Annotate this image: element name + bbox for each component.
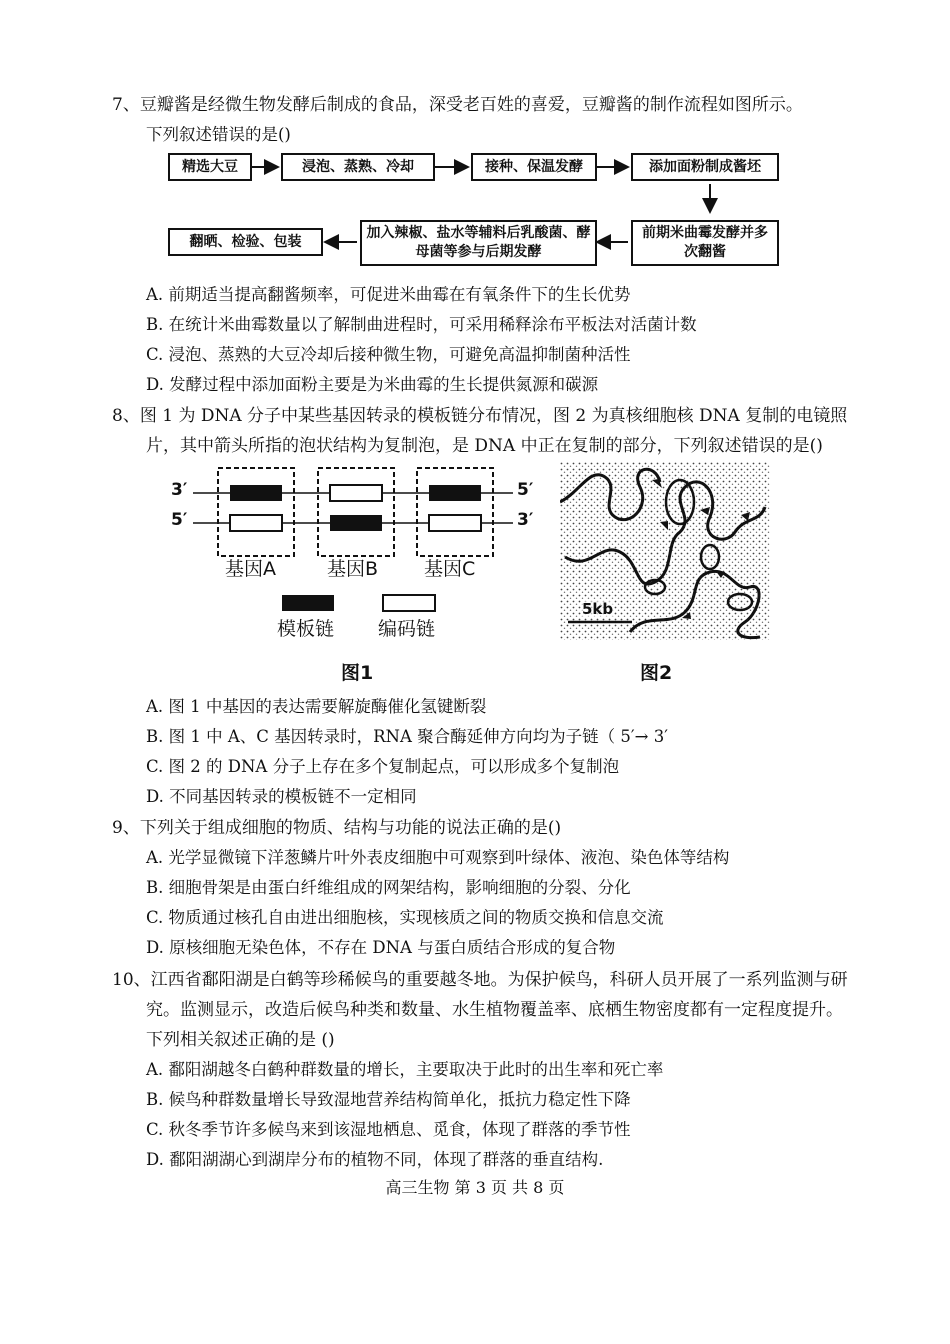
question-10 <box>112 965 852 1175</box>
flow-step-2: 浸泡、蒸熟、冷却 <box>281 153 435 181</box>
flow-step-6: 加入辣椒、盐水等辅料后乳酸菌、酵母菌等参与后期发酵 <box>360 220 597 266</box>
q7-option-d: D. 发酵过程中添加面粉主要是为米曲霉的生长提供氮源和碳源 <box>146 375 599 394</box>
q7-stem: 7、豆瓣酱是经微生物发酵后制成的食品，深受老百姓的喜爱，豆瓣酱的制作流程如图所示。 <box>112 95 803 115</box>
question-9 <box>112 813 852 963</box>
q7-flowchart <box>165 150 785 275</box>
q7-option-a: A. 前期适当提高翻酱频率，可促进米曲霉在有氧条件下的生长优势 <box>146 285 631 304</box>
legend-template-label: 模板链 <box>277 618 335 640</box>
gene-b-label: 基因B <box>327 558 379 580</box>
q10-stem: 10、江西省鄱阳湖是白鹤等珍稀候鸟的重要越冬地。为保护候鸟，科研人员开展了一系列监测与研究。监测显示，改造后候鸟种类和数量、水生植物覆盖率、底栖生物密度都有一定程度提升。下列相关叙述正确的是 () <box>112 970 848 1050</box>
q10-option-a: A. 鄱阳湖越冬白鹤种群数量的增长，主要取决于此时的出生率和死亡率 <box>146 1060 664 1079</box>
question-7 <box>112 90 852 150</box>
q8-option-c: C. 图 2 的 DNA 分子上存在多个复制起点，可以形成多个复制泡 <box>146 757 620 776</box>
strand-top-right-label: 5′ <box>517 480 534 500</box>
q10-option-d: D. 鄱阳湖湖心到湖岸分布的植物不同，体现了群落的垂直结构. <box>146 1150 604 1169</box>
q9-option-a: A. 光学显微镜下洋葱鳞片叶外表皮细胞中可观察到叶绿体、液泡、染色体等结构 <box>146 848 730 867</box>
q7-option-c: C. 浸泡、蒸熟的大豆冷却后接种微生物，可避免高温抑制菌种活性 <box>146 345 631 364</box>
page-footer: 高三生物 第 3 页 共 8 页 <box>385 1178 565 1197</box>
q8-option-d: D. 不同基因转录的模板链不一定相同 <box>146 787 417 806</box>
flow-step-3: 接种、保温发酵 <box>471 153 597 181</box>
question-8 <box>112 401 852 461</box>
q9-option-c: C. 物质通过核孔自由进出细胞核，实现核质之间的物质交换和信息交流 <box>146 908 664 927</box>
gene-a-label: 基因A <box>225 558 276 580</box>
q10-option-c: C. 秋冬季节许多候鸟来到该湿地栖息、觅食，体现了群落的季节性 <box>146 1120 631 1139</box>
strand-bottom-left-label: 5′ <box>171 510 188 530</box>
q9-stem: 9、下列关于组成细胞的物质、结构与功能的说法正确的是() <box>112 818 562 838</box>
flow-step-1: 精选大豆 <box>168 153 252 181</box>
q8-figure-2 <box>560 462 770 692</box>
figure-1-caption: 图1 <box>341 662 374 684</box>
q8-options <box>112 692 852 812</box>
strand-bottom-right-label: 3′ <box>517 510 534 530</box>
scale-bar-label: 5kb <box>582 600 614 618</box>
legend-coding-label: 编码链 <box>378 618 436 640</box>
q9-option-d: D. 原核细胞无染色体，不存在 DNA 与蛋白质结合形成的复合物 <box>146 938 616 957</box>
q8-figure-1 <box>165 462 550 692</box>
q7-option-b: B. 在统计米曲霉数量以了解制曲进程时，可采用稀释涂布平板法对活菌计数 <box>146 315 697 334</box>
flow-step-4: 添加面粉制成酱坯 <box>631 153 779 181</box>
q8-stem: 8、图 1 为 DNA 分子中某些基因转录的模板链分布情况，图 2 为真核细胞核 DNA 复制的电镜照片，其中箭头所指的泡状结构为复制泡，是 DNA 中正在复制的部分，下列叙述错误的是() <box>112 406 848 456</box>
q8-option-b: B. 图 1 中 A、C 基因转录时，RNA 聚合酶延伸方向均为子链（ 5′→ 3′ <box>146 727 668 746</box>
q8-option-a: A. 图 1 中基因的表达需要解旋酶催化氢键断裂 <box>146 697 487 716</box>
flow-step-7: 翻晒、检验、包装 <box>168 228 323 256</box>
flow-step-5: 前期米曲霉发酵并多次翻酱 <box>631 220 779 266</box>
gene-c-label: 基因C <box>424 558 476 580</box>
strand-top-left-label: 3′ <box>171 480 188 500</box>
q9-option-b: B. 细胞骨架是由蛋白纤维组成的网架结构，影响细胞的分裂、分化 <box>146 878 631 897</box>
q7-stem-2: 下列叙述错误的是() <box>146 125 291 144</box>
q7-options <box>112 280 852 400</box>
figure-2-caption: 图2 <box>640 662 673 684</box>
q10-option-b: B. 候鸟种群数量增长导致湿地营养结构简单化，抵抗力稳定性下降 <box>146 1090 631 1109</box>
